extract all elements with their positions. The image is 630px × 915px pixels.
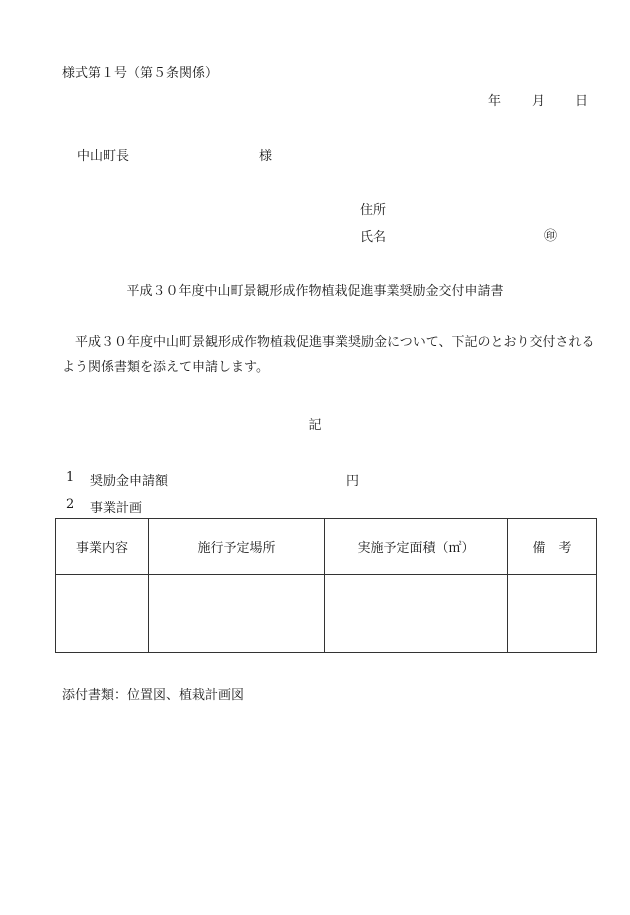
attachments-note: 添付書類：位置図、植栽計画図: [62, 688, 245, 703]
item-2-label: 事業計画: [90, 501, 143, 516]
table-row: [56, 575, 597, 653]
business-plan-table: [55, 518, 597, 653]
header-planned-area: 実施予定面積（㎡）: [325, 519, 508, 575]
ki-heading: 記: [308, 418, 322, 433]
seal-mark: ㊞: [544, 229, 558, 244]
recipient-honorific: 様: [259, 149, 273, 164]
form-number: 様式第１号（第５条関係）: [62, 66, 219, 81]
name-label: 氏名: [360, 230, 387, 245]
date-month-label: 月: [532, 94, 546, 109]
date-day-label: 日: [575, 94, 589, 109]
address-label: 住所: [360, 203, 387, 218]
cell-planned-location: [149, 575, 325, 653]
item-1-number: 1: [66, 470, 75, 485]
header-remarks: 備 考: [508, 519, 597, 575]
table-header-row: [56, 519, 597, 575]
header-business-content: 事業内容: [56, 519, 149, 575]
document-title: 平成３０年度中山町景観形成作物植栽促進事業奨励金交付申請書: [126, 284, 504, 299]
recipient-name: 中山町長: [77, 149, 130, 164]
date-year-label: 年: [488, 94, 502, 109]
header-planned-location: 施行予定場所: [149, 519, 325, 575]
cell-remarks: [508, 575, 597, 653]
body-paragraph: 平成３０年度中山町景観形成作物植栽促進事業奨励金について、下記のとおり交付されるよう関係書類を添えて申請します。: [62, 335, 595, 375]
item-1-label: 奨励金申請額: [90, 474, 169, 489]
item-2-number: 2: [66, 497, 75, 512]
item-1-unit: 円: [346, 474, 360, 489]
cell-planned-area: [325, 575, 508, 653]
cell-business-content: [56, 575, 149, 653]
